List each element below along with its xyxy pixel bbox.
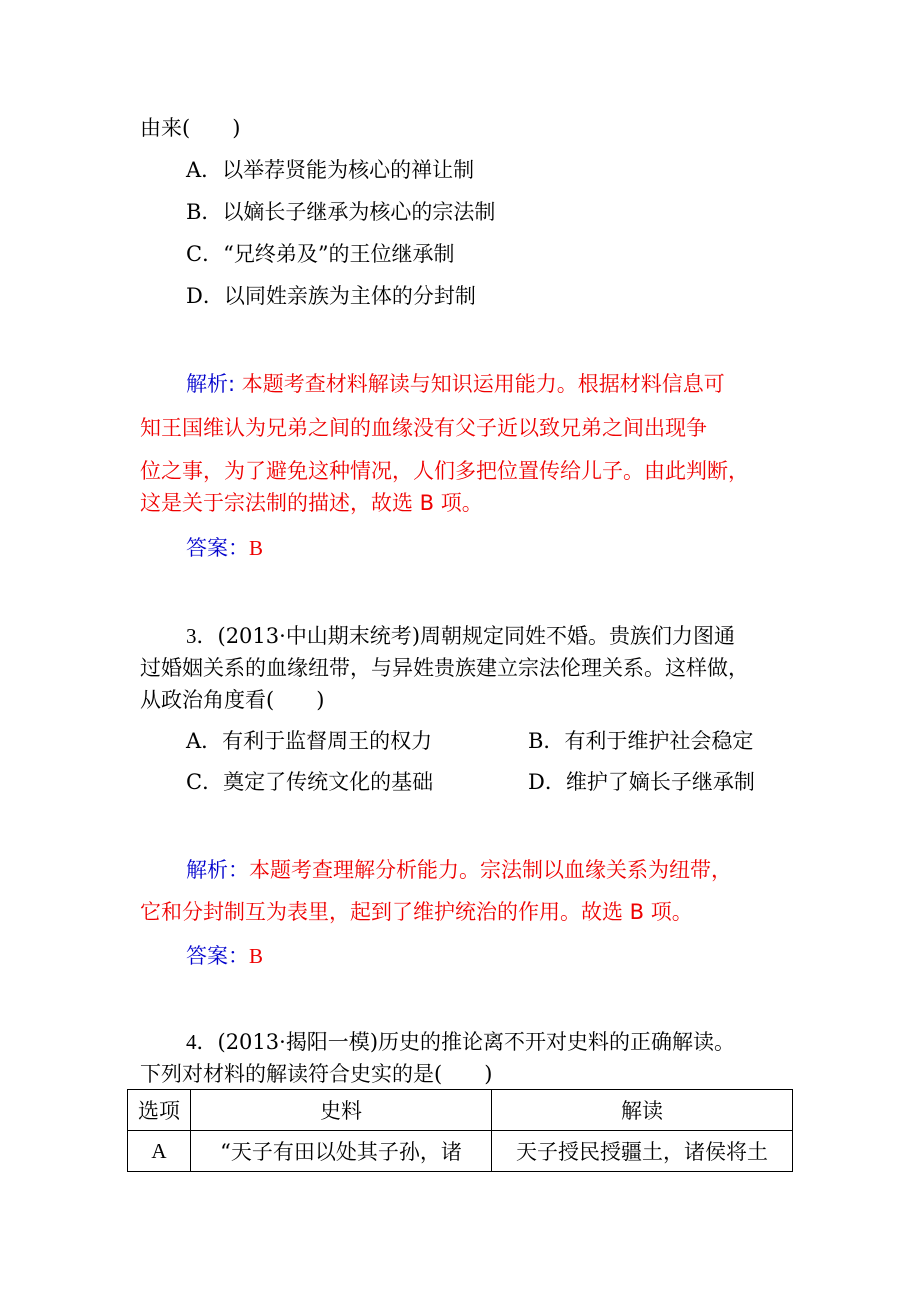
q2-analysis-line-3: 位之事，为了避免这种情况，人们多把位置传给儿子。由此判断， [140, 459, 749, 483]
stem-rest: )周朝规定同姓不婚。贵族们力图通 [411, 624, 736, 648]
table-header-row [128, 1090, 793, 1131]
answer-value: B [249, 944, 264, 968]
q2-answer [186, 533, 263, 563]
answer-label: 答案： [186, 536, 249, 560]
option-letter: D． [528, 770, 566, 794]
question-number: 4． [186, 1030, 218, 1054]
option-letter: D． [186, 284, 224, 308]
q2-stem-tail: 由来( ) [140, 116, 241, 140]
q2-option-b [186, 197, 495, 227]
cell-option: A [128, 1131, 191, 1172]
q3-analysis-line-2: 它和分封制互为表里，起到了维护统治的作用。故选 B 项。 [140, 900, 693, 924]
cell-interpretation: 天子授民授疆土，诸侯将土 [492, 1131, 793, 1172]
q3-stem-line-1 [186, 621, 735, 651]
q4-stem-line-2: 下列对材料的解读符合史实的是( ) [140, 1062, 493, 1086]
source-open: (2013· [217, 624, 286, 648]
option-letter: C． [186, 770, 224, 794]
option-text: “兄终弟及”的王位继承制 [223, 242, 455, 266]
q3-option-c [186, 767, 433, 797]
option-text: 以举荐贤能为核心的禅让制 [222, 158, 475, 182]
q3-option-d [528, 767, 755, 797]
source-name: 揭阳一模 [285, 1030, 370, 1054]
q3-analysis-line-1 [186, 855, 732, 885]
q3-stem-line-2: 过婚姻关系的血缘纽带，与异姓贵族建立宗法伦理关系。这样做， [140, 656, 749, 680]
option-letter: A． [186, 158, 223, 182]
q3-stem-line-3: 从政治角度看( ) [140, 688, 325, 712]
header-option: 选项 [128, 1090, 191, 1131]
answer-value: B [249, 536, 264, 560]
header-source: 史料 [191, 1090, 492, 1131]
analysis-text: 本题考查材料解读与知识运用能力。根据材料信息可 [235, 372, 725, 396]
q3-answer [186, 941, 263, 971]
q2-option-d [186, 281, 476, 311]
option-letter: A． [186, 729, 223, 753]
table-row [128, 1131, 793, 1172]
q2-option-a [186, 155, 474, 185]
option-text: 维护了嫡长子继承制 [565, 770, 755, 794]
stem-rest: )历史的推论离不开对史料的正确解读。 [369, 1030, 736, 1054]
source-name: 中山期末统考 [285, 624, 412, 648]
q3-option-a [186, 726, 432, 756]
q4-source-table [127, 1089, 793, 1172]
q2-option-c [186, 239, 455, 269]
analysis-label: 解析: [186, 372, 236, 396]
option-letter: C． [186, 242, 224, 266]
question-number: 3． [186, 624, 218, 648]
source-open: (2013· [217, 1030, 286, 1054]
q3-option-b [528, 726, 753, 756]
option-letter: B． [528, 729, 565, 753]
q2-analysis-line-1 [186, 369, 725, 399]
option-text: 奠定了传统文化的基础 [223, 770, 434, 794]
q2-analysis-line-4: 这是关于宗法制的描述，故选 B 项。 [140, 491, 483, 515]
option-text: 以嫡长子继承为核心的宗法制 [222, 200, 496, 224]
cell-source: “天子有田以处其子孙，诸 [191, 1131, 492, 1172]
option-text: 以同姓亲族为主体的分封制 [223, 284, 476, 308]
option-text: 有利于监督周王的权力 [222, 729, 433, 753]
q4-stem-line-1 [186, 1027, 735, 1057]
analysis-text: 本题考查理解分析能力。宗法制以血缘关系为纽带， [249, 858, 732, 882]
option-letter: B． [186, 200, 223, 224]
header-interpretation: 解读 [492, 1090, 793, 1131]
option-text: 有利于维护社会稳定 [564, 729, 754, 753]
answer-label: 答案： [186, 944, 249, 968]
analysis-label: 解析： [186, 858, 249, 882]
q2-analysis-line-2: 知王国维认为兄弟之间的血缘没有父子近以致兄弟之间出现争 [140, 416, 707, 440]
